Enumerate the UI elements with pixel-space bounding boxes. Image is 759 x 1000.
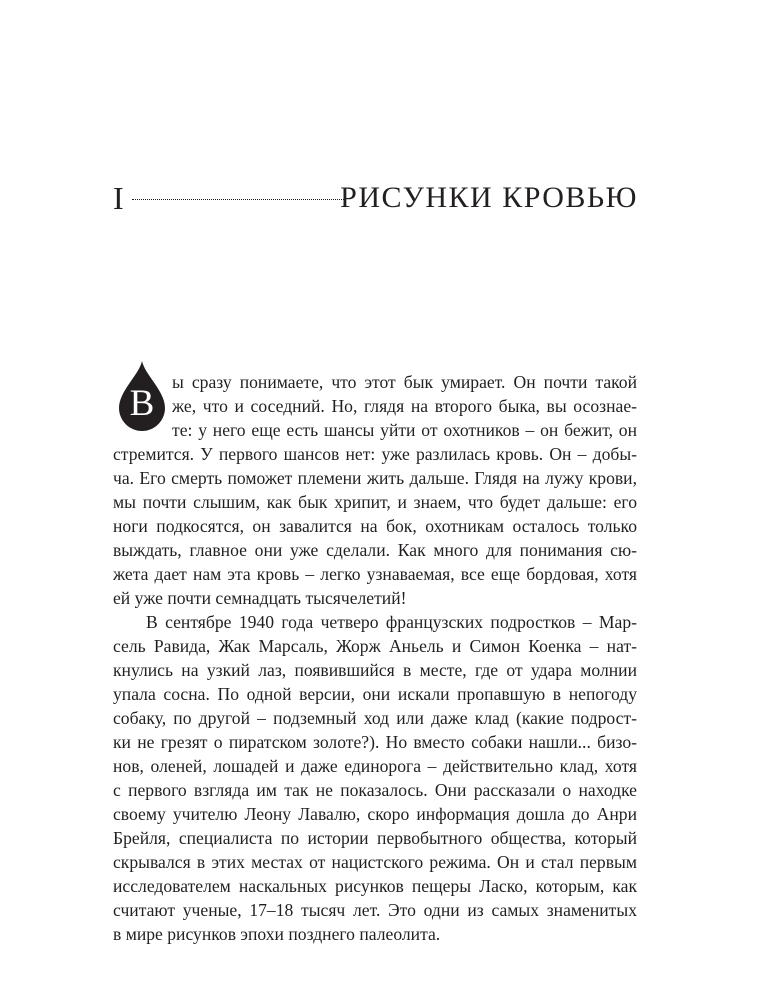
paragraph-line: в мире рисунков эпохи позднего палеолита. [113,924,441,944]
paragraph-line: ы сразу понимаете, что этот бык умирает. Он почти такой [172,372,637,392]
paragraph-line: стремится. У первого шансов нет: уже разлилась кровь. Он – добы- [113,444,637,464]
paragraph-line: упала сосна. По одной версии, они искали пропавшую в непогоду [113,684,637,704]
paragraph-line: ей уже почти семнадцать тысячелетий! [113,588,407,608]
paragraph-line: нов, оленей, лошадей и даже единорога – действительно клад, хотя [113,756,637,776]
paragraph-line: же, что и соседний. Но, глядя на второго быка, вы осознае- [172,396,637,416]
paragraph-line: исследователем наскальных рисунков пещеры Ласко, которым, как [113,876,637,896]
chapter-header [113,178,638,218]
paragraph-line: жета дает нам эта кровь – легко узнаваемая, все еще бордовая, хотя [113,564,637,584]
paragraph-line: собаку, по другой – подземный ход или даже клад (какие подрост- [113,708,637,728]
paragraph-line: кнулись на узкий лаз, появившийся в месте, где от удара молнии [113,660,637,680]
paragraph-line: ча. Его смерть поможет племени жить дальше. Глядя на лужу крови, [113,468,637,488]
paragraph-line: своему учителю Леону Лавалю, скоро информация дошла до Анри [113,804,637,824]
paragraph-line: ки не грезят о пиратском золоте?). Но вместо собаки нашли... бизо- [113,732,637,752]
paragraph-line: мы почти слышим, как бык хрипит, и знаем, что будет дальше: его [113,492,637,512]
dotted-leader [132,199,346,200]
chapter-number: I [113,180,124,216]
paragraph-line: с первого взгляда им так не показалось. Они рассказали о находке [113,780,637,800]
paragraph-line: В сентябре 1940 года четверо французских подростков – Мар- [146,612,637,632]
paragraph-line: считают ученые, 17–18 тысяч лет. Это одни из самых знаменитых [113,900,637,920]
paragraph-line: выждать, главное они уже сделали. Как много для понимания сю- [113,540,637,560]
chapter-title: РИСУНКИ КРОВЬЮ [340,181,638,214]
paragraph-line: те: у него еще есть шансы уйти от охотников – он бежит, он [172,420,637,440]
paragraph-line: скрывался в этих местах от нацистского режима. Он и стал первым [113,852,637,872]
drop-cap-letter: В [129,383,155,424]
paragraph-line: ноги подкосятся, он завалится на бок, охотникам осталось только [113,516,637,536]
drop-cap [119,361,165,431]
paragraph-line: Брейля, специалиста по истории первобытного общества, который [113,828,637,848]
paragraph-line: сель Равида, Жак Марсаль, Жорж Аньель и Симон Коенка – нат- [113,636,637,656]
